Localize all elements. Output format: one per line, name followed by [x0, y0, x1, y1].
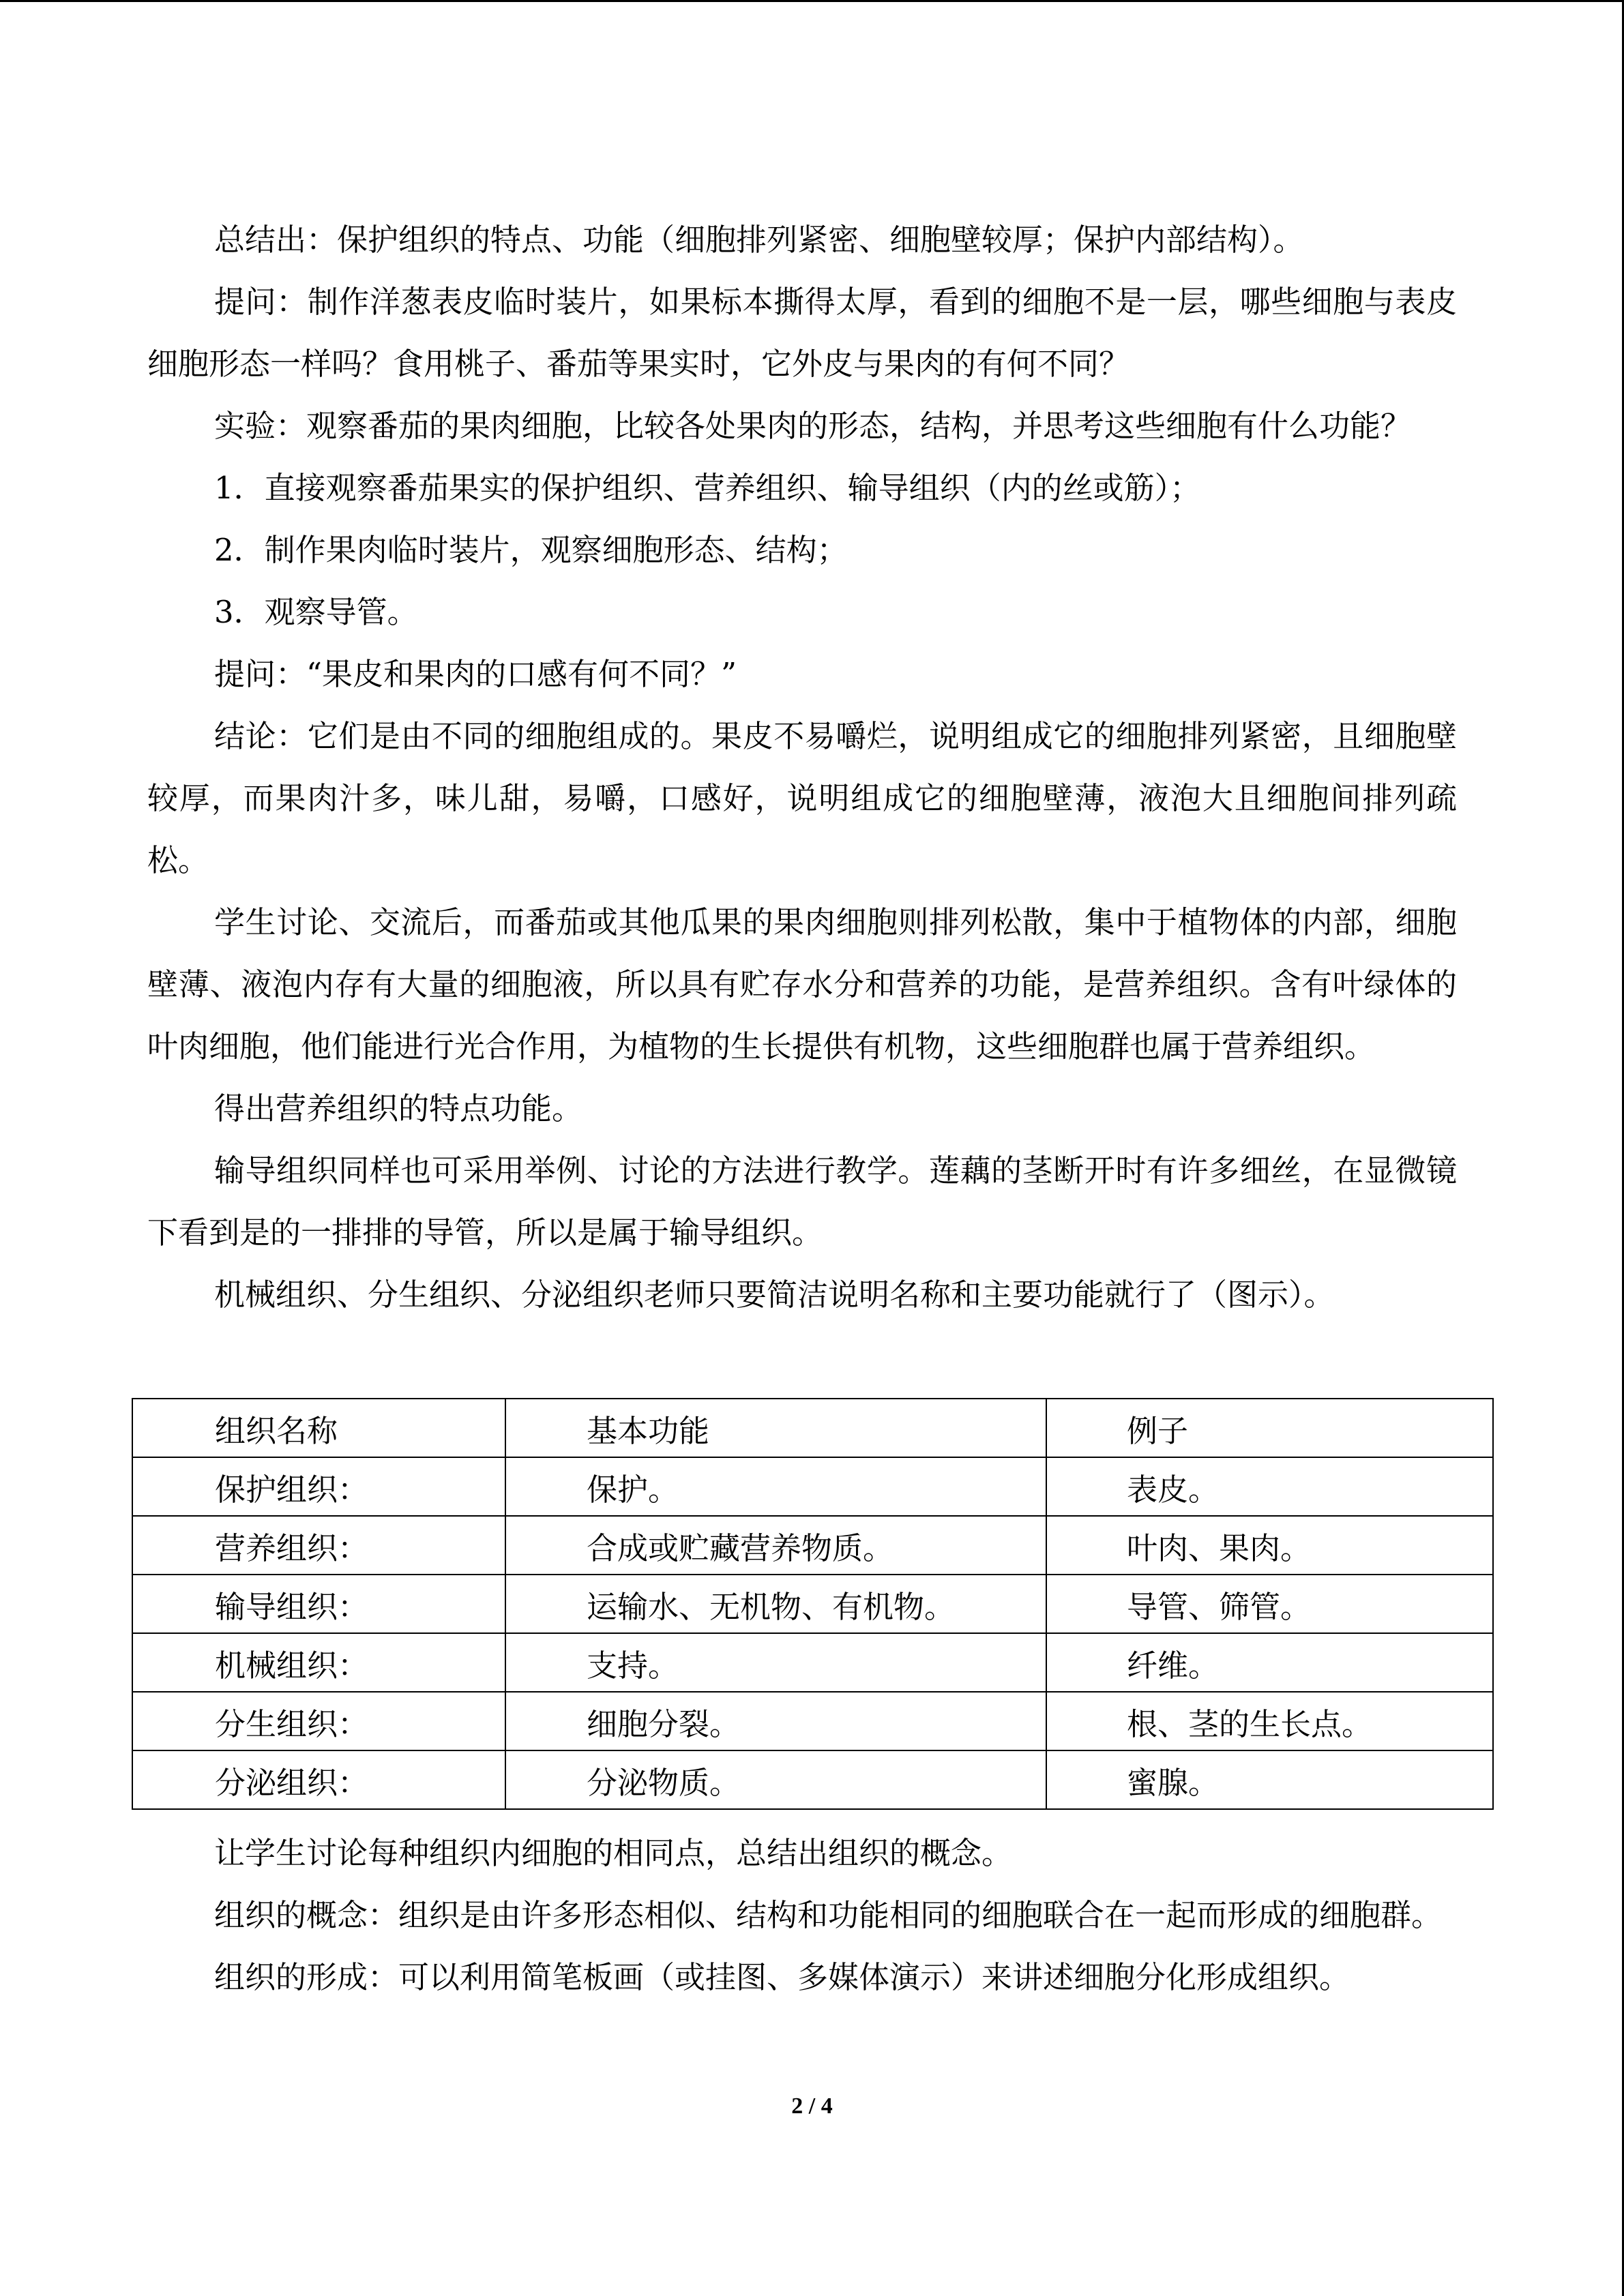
table-cell: 分生组织：: [132, 1692, 505, 1750]
table-header-cell: 组织名称: [132, 1399, 505, 1457]
table-cell: 营养组织：: [132, 1516, 505, 1575]
paragraph-tissue-concept: 组织的概念：组织是由许多形态相似、结构和功能相同的细胞联合在一起而形成的细胞群。: [214, 1897, 1443, 1933]
table-row: [132, 1516, 1493, 1575]
document-body-top: [147, 209, 1457, 1326]
table-cell: 表皮。: [1046, 1457, 1493, 1516]
table-row: [132, 1633, 1493, 1692]
table-cell: 导管、筛管。: [1046, 1575, 1493, 1633]
paragraph-question-taste: 提问：“果皮和果肉的口感有何不同？”: [214, 656, 737, 692]
table-cell: 纤维。: [1046, 1633, 1493, 1692]
table-cell: 根、茎的生长点。: [1046, 1692, 1493, 1750]
paragraph-conducting: 输导组织同样也可采用举例、讨论的方法进行教学。莲藕的茎断开时有许多细丝，在显微镜下看到是的一排排的导管，所以是属于输导组织。: [147, 1152, 1457, 1251]
table-cell: 分泌组织：: [132, 1750, 505, 1809]
table-cell: 机械组织：: [132, 1633, 505, 1692]
paragraph-summary-protective: 总结出：保护组织的特点、功能（细胞排列紧密、细胞壁较厚；保护内部结构）。: [214, 222, 1304, 258]
table-cell: 蜜腺。: [1046, 1750, 1493, 1809]
document-body-bottom: [147, 1822, 1457, 2008]
table-cell: 运输水、无机物、有机物。: [505, 1575, 1046, 1633]
page-number: 2 / 4: [791, 2093, 833, 2119]
paragraph-nutrient-feature: 得出营养组织的特点功能。: [214, 1090, 583, 1127]
paragraph-other-tissues: 机械组织、分生组织、分泌组织老师只要简洁说明名称和主要功能就行了（图示）。: [214, 1277, 1335, 1313]
paragraph-conclusion: 结论：它们是由不同的细胞组成的。果皮不易嚼烂，说明组成它的细胞排列紧密，且细胞壁较厚，而果肉汁多，味儿甜，易嚼，口感好，说明组成它的细胞壁薄，液泡大且细胞间排列疏松。: [147, 718, 1457, 878]
table-header-cell: 例子: [1046, 1399, 1493, 1457]
paragraph-question-onion: 提问：制作洋葱表皮临时装片，如果标本撕得太厚，看到的细胞不是一层，哪些细胞与表皮细胞形态一样吗？食用桃子、番茄等果实时，它外皮与果肉的有何不同？: [147, 284, 1457, 382]
table-row: [132, 1457, 1493, 1516]
table-header-cell: 基本功能: [505, 1399, 1046, 1457]
table-cell: 支持。: [505, 1633, 1046, 1692]
table-row: [132, 1750, 1493, 1809]
tissue-table-wrapper: [132, 1398, 1492, 1810]
paragraph-experiment: 实验：观察番茄的果肉细胞，比较各处果肉的形态，结构，并思考这些细胞有什么功能？: [214, 408, 1412, 444]
table-cell: 叶肉、果肉。: [1046, 1516, 1493, 1575]
paragraph-discussion: 学生讨论、交流后，而番茄或其他瓜果的果肉细胞则排列松散，集中于植物体的内部，细胞壁薄、液泡内存有大量的细胞液，所以具有贮存水分和营养的功能，是营养组织。含有叶绿体的叶肉细胞，他们能进行光合作用，为植物的生长提供有机物，这些细胞群也属于营养组织。: [147, 904, 1457, 1064]
table-header-row: [132, 1399, 1493, 1457]
table-cell: 保护组织：: [132, 1457, 505, 1516]
table-cell: 分泌物质。: [505, 1750, 1046, 1809]
list-item-2: 2．制作果肉临时装片，观察细胞形态、结构；: [214, 532, 848, 568]
paragraph-tissue-formation: 组织的形成：可以利用简笔板画（或挂图、多媒体演示）来讲述细胞分化形成组织。: [214, 1959, 1350, 1995]
table-cell: 保护。: [505, 1457, 1046, 1516]
list-item-1: 1．直接观察番茄果实的保护组织、营养组织、输导组织（内的丝或筋）；: [214, 470, 1201, 506]
table-row: [132, 1692, 1493, 1750]
list-item-3: 3．观察导管。: [214, 594, 418, 630]
table-cell: 输导组织：: [132, 1575, 505, 1633]
table-cell: 细胞分裂。: [505, 1692, 1046, 1750]
table-cell: 合成或贮藏营养物质。: [505, 1516, 1046, 1575]
tissue-table: [132, 1398, 1494, 1810]
table-row: [132, 1575, 1493, 1633]
paragraph-discuss-common: 让学生讨论每种组织内细胞的相同点，总结出组织的概念。: [214, 1835, 1013, 1871]
